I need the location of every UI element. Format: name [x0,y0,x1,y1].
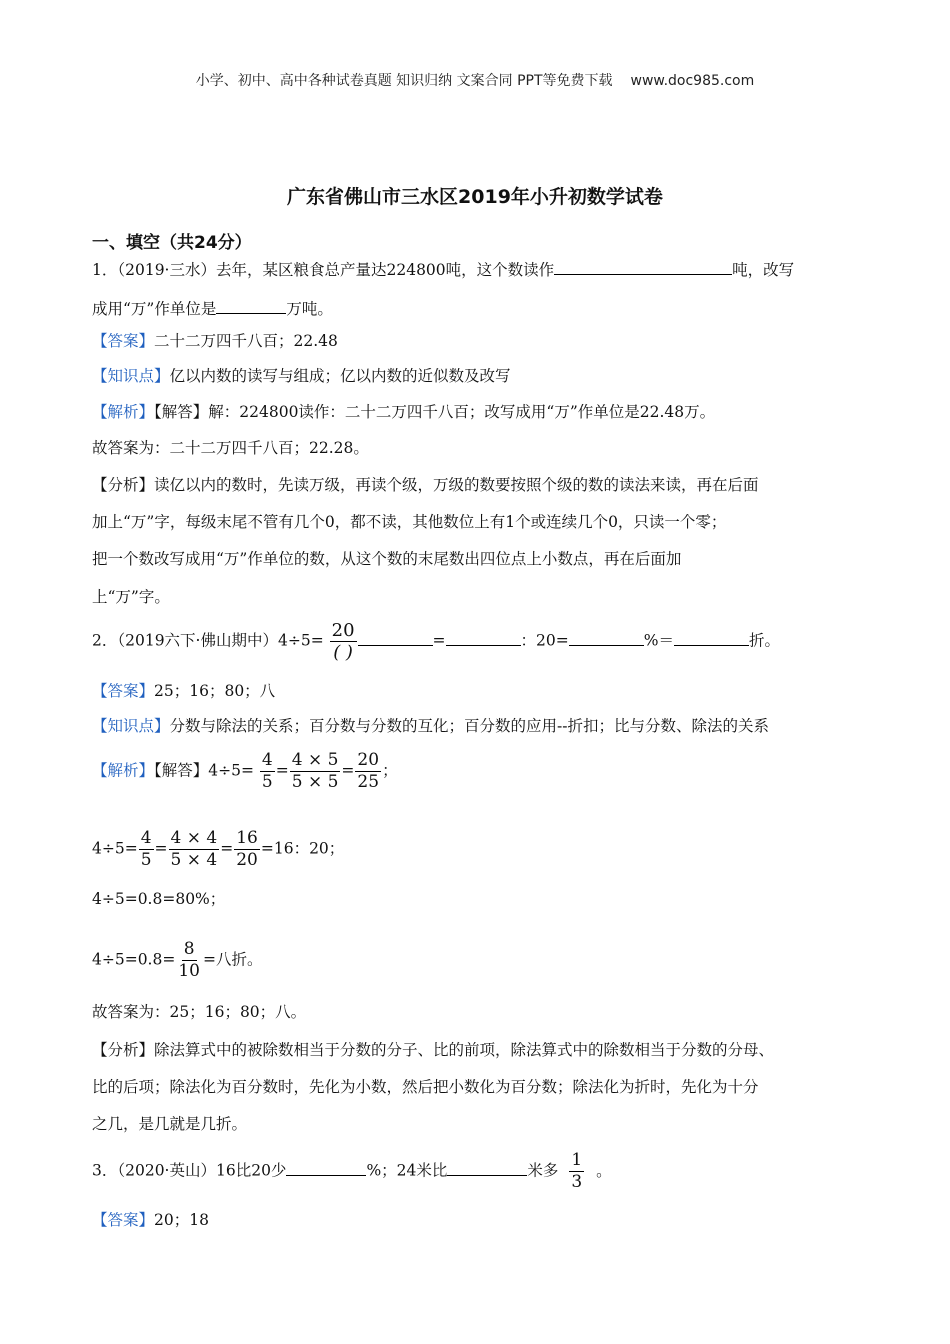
fraction: $\frac{4}{5}$ [261,750,273,792]
q2-analysis-line3: 之几，是几就是几折。 [92,1115,248,1133]
q3-fraction: $\frac{1}{3}$ [571,1150,583,1192]
q3-question: 3．（2020·英山）16比20少 %；24米比 米多 $\frac{1}{3}$ 。 [92,1150,612,1192]
q2-analysis-line1: 【分析】除法算式中的被除数相当于分数的分子、比的前项，除法算式中的除数相当于分数的分母、 [92,1041,775,1059]
q1-analysis-line2: 加上“万”字，每级末尾不管有几个0，都不读，其他数位上有1个或连续几个0，只读一个零； [92,513,727,531]
explanation-tag: 【解析】 [92,403,155,421]
answer-tag: 【答案】 [92,332,155,350]
fraction: $\frac{4 \times 4}{5 \times 4}$ [170,828,218,870]
knowledge-point-tag: 【知识点】 [92,717,170,735]
q3-blank-2[interactable] [447,1159,527,1176]
q2-explanation-step3: 4÷5=0.8=80%； [92,890,226,908]
q1-analysis-line1: 【分析】读亿以内的数时，先读万级，再读个级，万级的数要按照个级的数的读法来读，再在后面 [92,476,759,494]
q1-line1: 1．（2019·三水）去年，某区粮食总产量达224800吨，这个数读作 吨，改写 [92,258,794,281]
q2-blank-2[interactable] [446,629,521,646]
fraction: $\frac{16}{20}$ [236,828,258,870]
header-site-link[interactable]: www.doc985.com [630,73,755,89]
q3-answer: 【答案】20；18 [92,1211,209,1229]
q1-knowledge-point: 【知识点】亿以内数的读写与组成；亿以内数的近似数及改写 [92,367,511,385]
q1-analysis-line4: 上“万”字。 [92,588,170,606]
q2-blank-4[interactable] [674,629,749,646]
knowledge-point-tag: 【知识点】 [92,367,170,385]
q3-blank-1[interactable] [286,1159,366,1176]
q2-analysis-line2: 比的后项；除法化为百分数时，先化为小数，然后把小数化为百分数；除法化为折时，先化为十分 [92,1078,759,1096]
q1-answer: 【答案】二十二万四千八百；22.48 [92,332,338,350]
fraction: $\frac{4}{5}$ [140,828,152,870]
q1-conclusion: 故答案为：二十二万四千八百；22.28。 [92,439,369,457]
q2-explanation-step2: 4÷5= $\frac{4}{5}$ = $\frac{4 \times 4}{5 \times 4}$ = $\frac{16}{20}$ =16：20； [92,828,345,870]
fraction: $\frac{8}{10}$ [178,939,200,981]
q2-knowledge-point: 【知识点】分数与除法的关系；百分数与分数的互化；百分数的应用--折扣；比与分数、除法的关系 [92,717,769,735]
q1-line2: 成用“万”作单位是 万吨。 [92,297,333,320]
q1-analysis-line3: 把一个数改写成用“万”作单位的数，从这个数的末尾数出四位点上小数点，再在后面加 [92,550,682,568]
q2-explanation-step4: 4÷5=0.8= $\frac{8}{10}$ =八折。 [92,939,263,981]
q2-answer: 【答案】25；16；80；八 [92,682,276,700]
explanation-tag: 【解析】 [92,761,155,780]
document-title: 广东省佛山市三水区2019年小升初数学试卷 [287,186,663,208]
answer-tag: 【答案】 [92,1211,155,1229]
q1-blank-2[interactable] [216,297,286,314]
q2-blank-1[interactable] [358,629,433,646]
q2-conclusion: 故答案为：25；16；80；八。 [92,1003,307,1021]
q2-fraction: $\frac{20}{( )}$ [331,620,355,663]
header-text: 小学、初中、高中各种试卷真题 知识归纳 文案合同 PPT等免费下载 [195,73,613,89]
q2-blank-3[interactable] [569,629,644,646]
fraction: $\frac{20}{25}$ [357,750,380,792]
page-header [0,70,950,90]
fraction: $\frac{4 \times 5}{5 \times 5}$ [291,750,339,792]
answer-tag: 【答案】 [92,682,155,700]
q2-explanation-step1: 【解析】【解答】4÷5= $\frac{4}{5}$ = $\frac{4 \times 5}{5 \times 5}$ = $\frac{20}{25}$ ； [92,750,398,792]
q2-question: 2．（2019六下·佛山期中）4÷5= $\frac{20}{( )}$ = ：20= %＝ 折。 [92,620,780,663]
q1-blank-1[interactable] [554,258,732,275]
q1-explanation: 【解析】【解答】解：224800读作：二十二万四千八百；改写成用“万”作单位是22.48万。 [92,403,716,421]
section-title-fill-blank: 一、填空（共24分） [92,233,252,253]
